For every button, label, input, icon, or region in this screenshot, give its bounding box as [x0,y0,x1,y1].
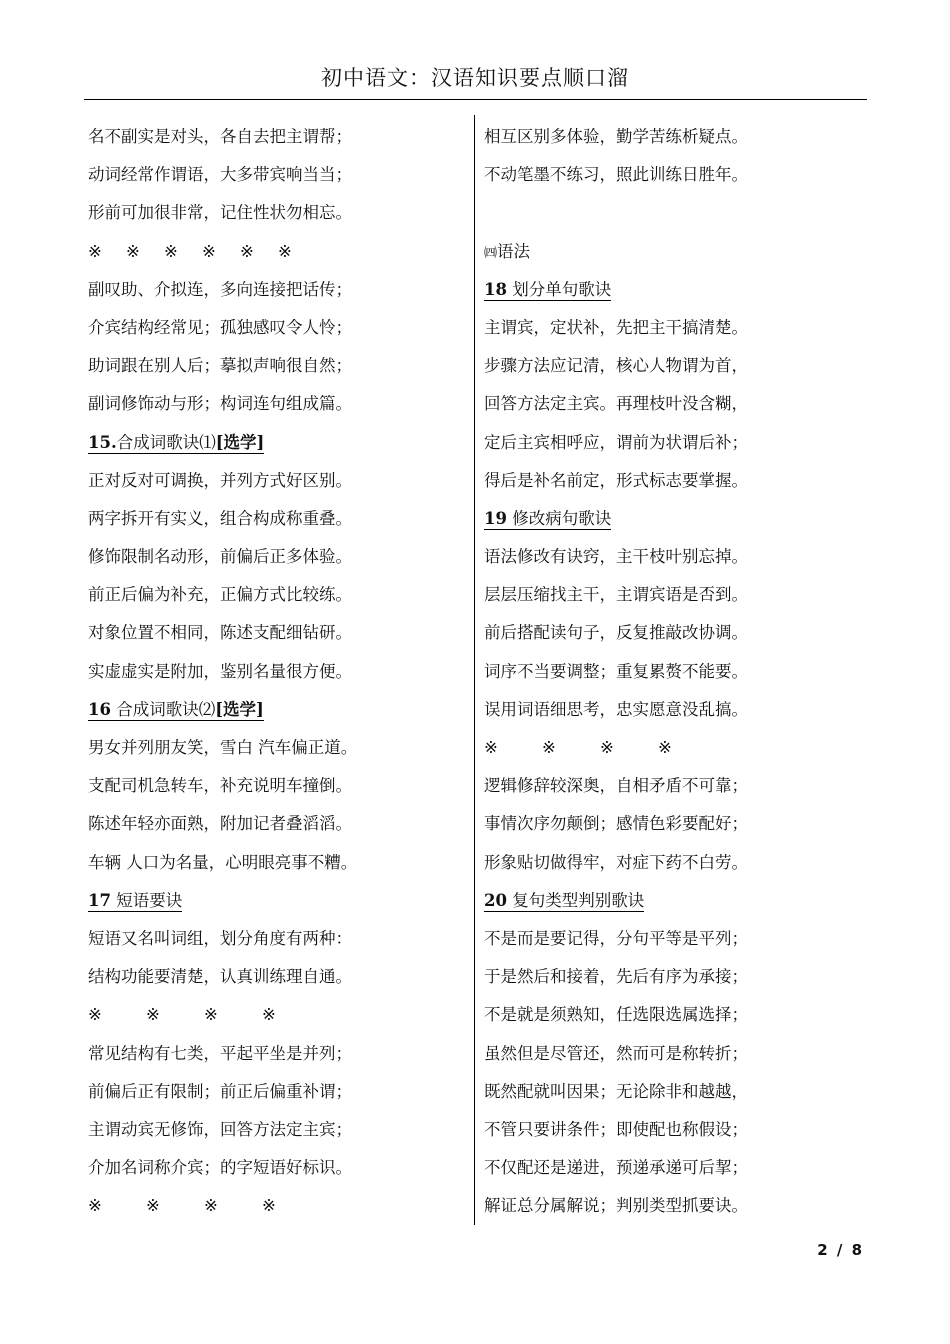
verse-line: 名不副实是对头，各自去把主谓帮； [88,127,352,146]
verse-line: 助词跟在别人后；摹拟声响很自然； [88,356,352,376]
verse-line: 正对反对可调换，并列方式好区别。 [88,470,352,490]
section-heading-15 [88,424,466,462]
verse-line: 于是然后和接着，先后有序为承接； [484,967,748,987]
verse-line: 定后主宾相呼应，谓前为状谓后补； [484,432,748,452]
section-heading-16 [88,691,466,729]
verse-line: 回答方法定主宾。再理枝叶没含糊， [484,394,748,414]
verse-line: 动词经常作谓语，大多带宾响当当； [88,165,352,185]
reference-mark: ※ [600,738,614,757]
reference-mark: ※ [88,1005,102,1025]
section-heading-20 [484,882,866,920]
reference-mark: ※ [146,1005,160,1025]
reference-mark: ※ [658,738,672,757]
verse-line: 结构功能要清楚，认真训练理自通。 [88,967,352,987]
verse-line: 既然配就叫因果；无论除非和越越， [484,1081,748,1101]
section-heading-grammar [484,233,866,271]
header-rule [84,99,867,100]
section-heading-17 [88,882,466,920]
verse-line: 前正后偏为补充，正偏方式比较练。 [88,585,352,605]
section-number: 19 [484,508,507,528]
blank-line [484,194,866,232]
reference-mark: ※ [240,241,254,261]
section-heading-18 [484,271,866,309]
verse-line: 解证总分属解说；判别类型抓要诀。 [484,1196,748,1216]
section-number: ㈣ [484,245,498,261]
verse-line: 车辆 人口为名量，心明眼亮事不糟。 [88,852,358,872]
reference-mark: ※ [262,1196,276,1216]
section-tag: [选学] [215,699,264,719]
verse-line: 层层压缩找主干，主谓宾语是否到。 [484,585,748,605]
verse-line: 实虚虚实是附加，鉴别名量很方便。 [88,661,352,681]
section-title: 修改病句歌诀 [506,508,612,528]
verse-line: 支配司机急转车，补充说明车撞倒。 [88,776,352,796]
separator-marks [88,233,466,271]
reference-mark: ※ [484,738,498,757]
verse-line: 副叹助、介拟连，多向连接把话传； [88,279,352,299]
verse-line: 词序不当要调整；重复累赘不能要。 [484,661,748,681]
verse-line: 形象贴切做得牢，对症下药不白劳。 [484,852,748,872]
separator-marks [484,729,866,767]
verse-line: 常见结构有七类，平起平坐是并列； [88,1043,352,1063]
reference-mark: ※ [202,241,216,261]
reference-mark: ※ [278,241,292,261]
verse-line: 介加名词称介宾；的字短语好标识。 [88,1158,352,1178]
verse-line: 不仅配还是递进，预递承递可后挈； [484,1158,748,1178]
reference-mark: ※ [204,1005,218,1025]
verse-line: 不是就是须熟知，任选限选属选择； [484,1005,748,1025]
section-title: 划分单句歌诀 [506,279,612,299]
verse-line: 两字拆开有实义，组合构成称重叠。 [88,508,352,528]
separator-marks [88,996,466,1034]
section-title: 短语要诀 [110,890,183,910]
verse-line: 修饰限制名动形，前偏后正多体验。 [88,547,352,567]
section-title: 语法 [497,241,531,261]
section-title: 复句类型判别歌诀 [506,890,645,910]
separator-marks [88,1187,466,1225]
column-divider [474,115,475,1225]
reference-mark: ※ [164,241,178,261]
section-number: 15. [88,432,117,452]
reference-mark: ※ [88,241,102,261]
reference-mark: ※ [204,1196,218,1216]
verse-line: 不管只要讲条件；即使配也称假设； [484,1119,748,1139]
section-title: 合成词歌诀⑵ [110,699,216,719]
verse-line: 形前可加很非常，记住性状勿相忘。 [88,203,352,223]
right-column [484,118,866,1225]
verse-line: 相互区别多体验，勤学苦练析疑点。 [484,127,748,146]
verse-line: 男女并列朋友笑，雪白 汽车偏正道。 [88,738,358,757]
reference-mark: ※ [88,1196,102,1216]
page-header-title: 初中语文：汉语知识要点顺口溜 [321,66,629,90]
verse-line: 陈述年轻亦面熟，附加记者叠滔滔。 [88,814,352,834]
verse-line: 语法修改有诀窍，主干枝叶别忘掉。 [484,547,748,567]
verse-line: 短语又名叫词组，划分角度有两种： [88,928,352,948]
verse-line: 副词修饰动与形；构词连句组成篇。 [88,394,352,414]
verse-line: 事情次序勿颠倒；感情色彩要配好； [484,814,748,834]
verse-line: 前偏后正有限制；前正后偏重补谓； [88,1081,352,1101]
verse-line: 步骤方法应记清，核心人物谓为首， [484,356,748,376]
verse-line: 得后是补名前定，形式标志要掌握。 [484,470,748,490]
verse-line: 介宾结构经常见；孤独感叹令人怜； [88,317,352,337]
verse-line: 主谓动宾无修饰，回答方法定主宾； [88,1119,352,1139]
page-number: 2 / 8 [817,1241,864,1259]
verse-line: 误用词语细思考，忠实愿意没乱搞。 [484,699,748,719]
verse-line: 主谓宾，定状补，先把主干搞清楚。 [484,317,748,337]
reference-mark: ※ [146,1196,160,1216]
verse-line: 不是而是要记得，分句平等是平列； [484,928,748,948]
section-number: 20 [484,890,507,910]
reference-mark: ※ [126,241,140,261]
left-column [88,118,466,1225]
verse-line: 不动笔墨不练习，照此训练日胜年。 [484,165,748,185]
section-number: 16 [88,699,111,719]
verse-line: 对象位置不相同，陈述支配细钻研。 [88,623,352,643]
section-number: 18 [484,279,507,299]
reference-mark: ※ [542,738,556,757]
verse-line: 前后搭配读句子，反复推敲改协调。 [484,623,748,643]
section-title: 合成词歌诀⑴ [116,432,216,452]
section-tag: [选学] [215,432,265,452]
section-heading-19 [484,500,866,538]
section-number: 17 [88,890,111,910]
reference-mark: ※ [262,1005,276,1025]
verse-line: 虽然但是尽管还，然而可是称转折； [484,1043,748,1063]
verse-line: 逻辑修辞较深奥，自相矛盾不可靠； [484,776,748,796]
